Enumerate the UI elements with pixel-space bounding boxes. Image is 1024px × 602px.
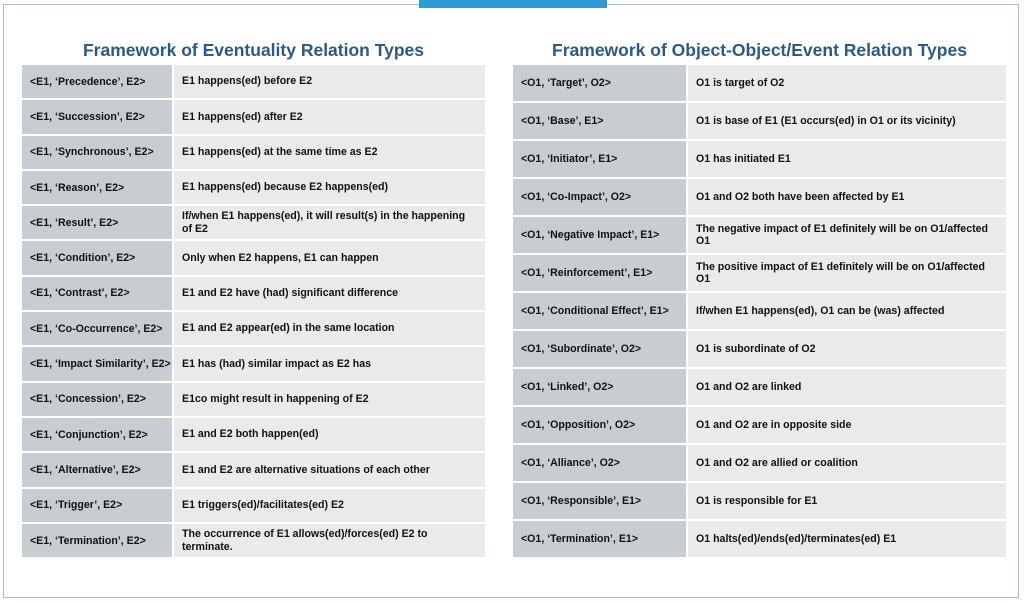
table-row [513, 103, 1006, 141]
relation-cell: <E1, ‘Concession’, E2> [22, 383, 174, 416]
description-cell: E1 happens(ed) because E2 happens(ed) [174, 171, 485, 204]
description-cell: E1co might result in happening of E2 [174, 383, 485, 416]
relation-cell: <O1, ‘Alliance’, O2> [513, 445, 688, 481]
relation-cell: <E1, ‘Precedence’, E2> [22, 65, 174, 98]
table-row [22, 524, 485, 559]
relation-cell: <E1, ‘Co-Occurrence’, E2> [22, 312, 174, 345]
relation-cell: <O1, ‘Conditional Effect’, E1> [513, 293, 688, 329]
table-row [513, 141, 1006, 179]
description-cell: Only when E2 happens, E1 can happen [174, 241, 485, 274]
table-row [513, 483, 1006, 521]
description-cell: The negative impact of E1 definitely will be on O1/affected O1 [688, 217, 1006, 253]
table-row [22, 136, 485, 171]
description-cell: The occurrence of E1 allows(ed)/forces(ed) E2 to terminate. [174, 524, 485, 557]
description-cell: E1 and E2 appear(ed) in the same location [174, 312, 485, 345]
table-row [22, 383, 485, 418]
relation-cell: <O1, ‘Subordinate’, O2> [513, 331, 688, 367]
description-cell: O1 and O2 are linked [688, 369, 1006, 405]
description-cell: E1 happens(ed) at the same time as E2 [174, 136, 485, 169]
description-cell: O1 and O2 are in opposite side [688, 407, 1006, 443]
table-row [22, 453, 485, 488]
relation-cell: <O1, ‘Initiator’, E1> [513, 141, 688, 177]
relation-cell: <O1, ‘Linked’, O2> [513, 369, 688, 405]
table-row [22, 171, 485, 206]
table-row [22, 347, 485, 382]
relation-cell: <O1, ‘Co-Impact’, O2> [513, 179, 688, 215]
description-cell: O1 and O2 both have been affected by E1 [688, 179, 1006, 215]
table-row [22, 65, 485, 100]
table-row [513, 331, 1006, 369]
relation-cell: <E1, ‘Result’, E2> [22, 206, 174, 239]
table-row [513, 217, 1006, 255]
relation-cell: <O1, ‘Responsible’, E1> [513, 483, 688, 519]
table-row [513, 65, 1006, 103]
relation-cell: <O1, ‘Negative Impact’, E1> [513, 217, 688, 253]
relation-cell: <E1, ‘Condition’, E2> [22, 241, 174, 274]
relation-cell: <E1, ‘Reason’, E2> [22, 171, 174, 204]
description-cell: O1 has initiated E1 [688, 141, 1006, 177]
description-cell: The positive impact of E1 definitely will be on O1/affected O1 [688, 255, 1006, 291]
description-cell: E1 and E2 both happen(ed) [174, 418, 485, 451]
description-cell: E1 and E2 are alternative situations of each other [174, 453, 485, 486]
relation-cell: <O1, ‘Opposition’, O2> [513, 407, 688, 443]
description-cell: If/when E1 happens(ed), it will result(s) in the happening of E2 [174, 206, 485, 239]
object-relations-panel [513, 36, 1006, 559]
table-row [22, 206, 485, 241]
description-cell: O1 is target of O2 [688, 65, 1006, 101]
description-cell: O1 and O2 are allied or coalition [688, 445, 1006, 481]
description-cell: O1 is responsible for E1 [688, 483, 1006, 519]
table-row [513, 407, 1006, 445]
relation-cell: <E1, ‘Trigger’, E2> [22, 489, 174, 522]
table-row [22, 418, 485, 453]
table-row [22, 241, 485, 276]
relation-cell: <E1, ‘Succession’, E2> [22, 100, 174, 133]
description-cell: E1 has (had) similar impact as E2 has [174, 347, 485, 380]
description-cell: E1 and E2 have (had) significant difference [174, 277, 485, 310]
description-cell: E1 happens(ed) after E2 [174, 100, 485, 133]
relation-cell: <E1, ‘Impact Similarity’, E2> [22, 347, 174, 380]
table-row [513, 293, 1006, 331]
relation-cell: <O1, ‘Base’, E1> [513, 103, 688, 139]
relation-cell: <E1, ‘Conjunction’, E2> [22, 418, 174, 451]
table-row [513, 521, 1006, 559]
eventuality-relations-title: Framework of Eventuality Relation Types [82, 40, 424, 60]
table-row [22, 100, 485, 135]
eventuality-relations-table [22, 65, 485, 559]
description-cell: O1 halts(ed)/ends(ed)/terminates(ed) E1 [688, 521, 1006, 557]
object-relations-table [513, 65, 1006, 559]
table-row [513, 255, 1006, 293]
description-cell: E1 happens(ed) before E2 [174, 65, 485, 98]
table-row [22, 489, 485, 524]
relation-cell: <O1, ‘Termination’, E1> [513, 521, 688, 557]
relation-cell: <E1, ‘Termination’, E2> [22, 524, 174, 557]
eventuality-relations-panel [22, 36, 485, 559]
table-row [22, 312, 485, 347]
relation-cell: <E1, ‘Contrast’, E2> [22, 277, 174, 310]
description-cell: If/when E1 happens(ed), O1 can be (was) affected [688, 293, 1006, 329]
relation-cell: <E1, ‘Alternative’, E2> [22, 453, 174, 486]
table-row [22, 277, 485, 312]
accent-bar [419, 0, 607, 8]
description-cell: E1 triggers(ed)/facilitates(ed) E2 [174, 489, 485, 522]
description-cell: O1 is subordinate of O2 [688, 331, 1006, 367]
relation-cell: <O1, ‘Reinforcement’, E1> [513, 255, 688, 291]
table-row [513, 369, 1006, 407]
description-cell: O1 is base of E1 (E1 occurs(ed) in O1 or its vicinity) [688, 103, 1006, 139]
table-row [513, 445, 1006, 483]
table-row [513, 179, 1006, 217]
object-relations-title: Framework of Object-Object/Event Relation Types [552, 40, 967, 60]
relation-cell: <E1, ‘Synchronous’, E2> [22, 136, 174, 169]
relation-cell: <O1, ‘Target’, O2> [513, 65, 688, 101]
